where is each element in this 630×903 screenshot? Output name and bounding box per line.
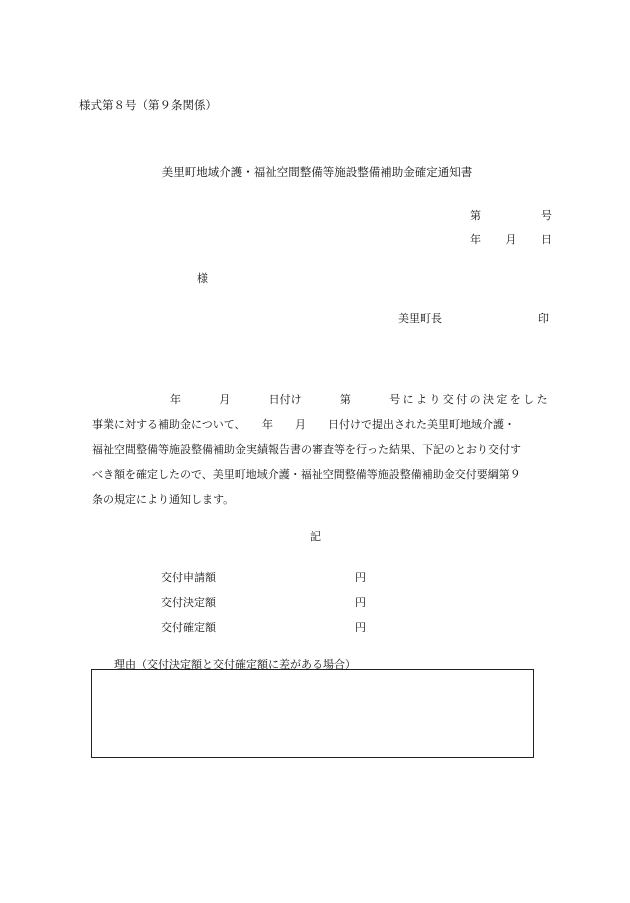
reason-box[interactable]: [91, 669, 534, 758]
body-line-4: [92, 462, 550, 487]
number-prefix: 第: [470, 209, 481, 222]
addressee-suffix: 様: [197, 272, 208, 285]
document-title: 美里町地域介護・福祉空間整備等施設整備補助金確定通知書: [161, 165, 473, 179]
body-line-2: [92, 412, 550, 437]
amount-unit: 円: [355, 596, 366, 609]
body-day: 日付け: [268, 393, 302, 406]
amount-unit: 円: [355, 571, 366, 584]
body-line-5: [92, 487, 550, 512]
ki-heading: 記: [310, 530, 321, 543]
amount-label: 交付申請額: [161, 571, 216, 584]
body-line-3: [92, 437, 550, 462]
seal-mark: 印: [538, 312, 549, 325]
amount-row-confirmed: [161, 619, 366, 644]
amount-list: [161, 569, 366, 644]
document-number-line: [470, 207, 552, 223]
issue-date-line: [470, 231, 552, 247]
body-line-4-text: べき額を確定したので、美里町地域介護・福祉空間整備等施設整備補助金交付要綱第９: [92, 468, 521, 481]
date-year: 年: [470, 233, 481, 246]
form-number: 様式第８号（第９条関係）: [79, 98, 217, 112]
body-month: 月: [219, 393, 231, 406]
number-suffix: 号: [541, 209, 552, 222]
body-line-3-text: 福祉空間整備等施設整備補助金実績報告書の審査等を行った結果、下記のとおり交付す: [92, 443, 521, 456]
date-month: 月: [505, 233, 517, 246]
reason-label: 理由（交付決定額と交付確定額に差がある場合）: [114, 658, 356, 671]
amount-row-application: [161, 569, 366, 594]
amount-row-decision: [161, 594, 366, 619]
amount-unit: 円: [355, 621, 366, 634]
body-line-5-text: 条の規定により通知します。: [92, 493, 235, 506]
sender-name: 美里町長: [398, 312, 442, 325]
amount-label: 交付決定額: [161, 596, 216, 609]
body-line-1: [92, 387, 550, 412]
body-year: 年: [170, 393, 181, 406]
notice-body: [92, 387, 550, 512]
body-number-prefix: 第: [339, 393, 351, 406]
amount-label: 交付確定額: [161, 621, 216, 634]
body-line-2-text: 事業に対する補助金について、 年 月 日付けで提出された美里町地域介護・: [92, 418, 516, 431]
date-day: 日: [541, 233, 552, 246]
body-decision-text: 号により交付の決定をした: [389, 393, 550, 406]
